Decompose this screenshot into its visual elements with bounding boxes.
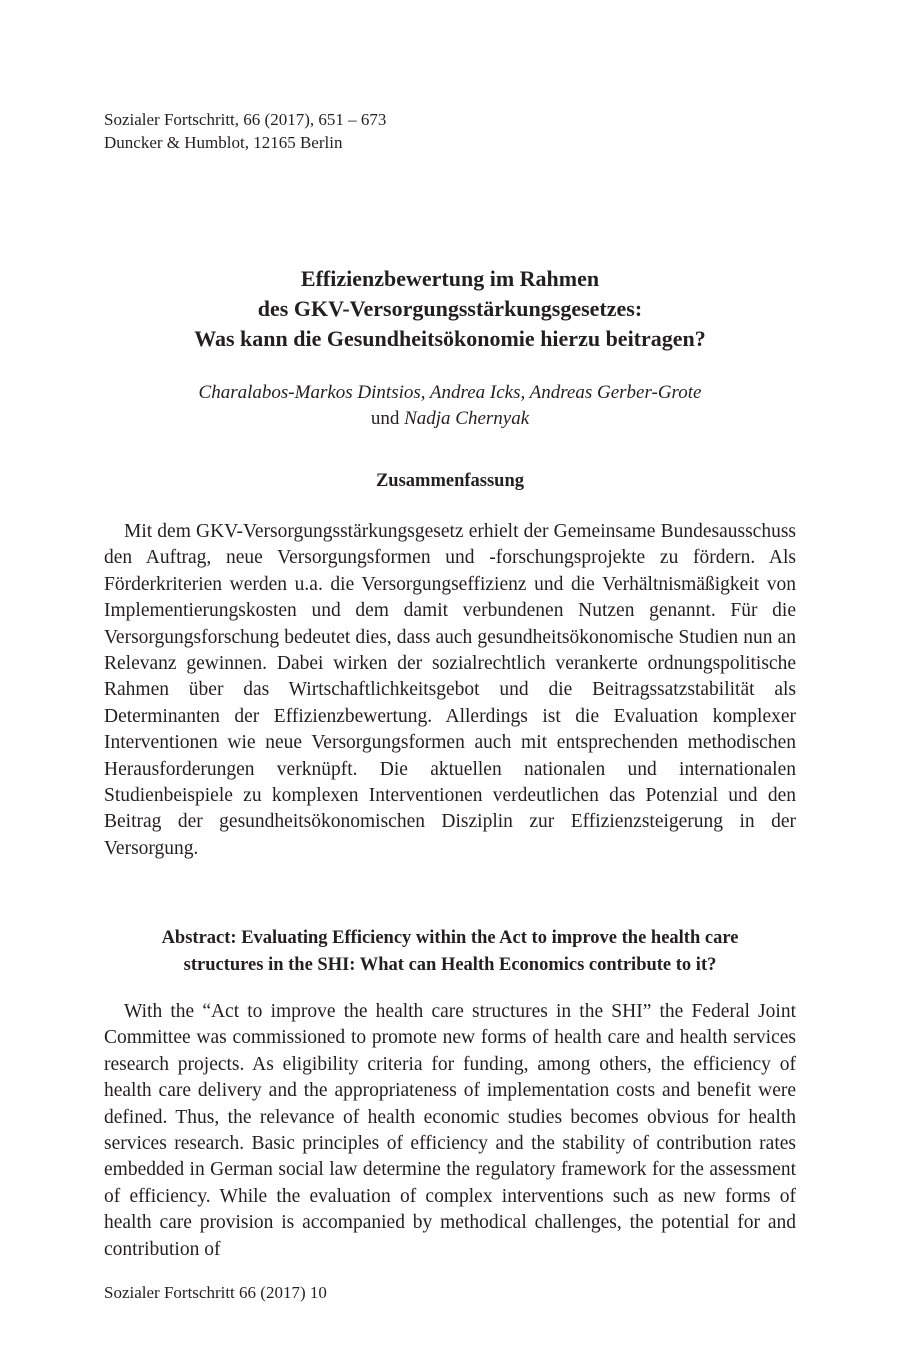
abstract-heading-line-1: Abstract: Evaluating Efficiency within the Act to improve the health care [161,928,739,948]
last-author: Nadja Chernyak [404,408,530,429]
authors-line-1: Charalabos-Markos Dintsios, Andrea Icks, Andreas Gerber-Grote [198,382,702,403]
title-line-1: Effizienzbewertung im Rahmen [300,266,600,291]
author-list [80,380,820,432]
journal-header [104,108,386,154]
summary-text: Mit dem GKV-Versorgungsstärkungsgesetz erhielt der Gemeinsame Bundesausschuss den Auftrag, neue Versorgungsformen und -forschungsprojekte zu fördern. Als Förderkriterien werden u.a. die Versorgungseffizienz und die Verhältnismäßigkeit von Implementierungskosten und dem damit verbundenen Nutzen genannt. Für die Versorgungsforschung bedeutet dies, dass auch gesundheitsökonomische Studien nun an Relevanz gewinnen. Dabei wirken der sozialrechtlich verankerte ordnungspolitische Rahmen über das Wirtschaftlichkeitsgebot und die Beitragssatzstabilität als Determinanten der Effizienzbewertung. Allerdings ist die Evaluation komplexer Interventionen wie neue Versorgungsformen auch mit entsprechenden methodischen Herausforderungen verknüpft. Die aktuellen nationalen und internationalen Studienbeispiele zu komplexen Interventionen verdeutlichen das Potenzial und den Beitrag der gesundheitsökonomischen Disziplin zur Effizienzsteigerung in der Versorgung. [104,521,796,859]
abstract-heading-line-2: structures in the SHI: What can Health Economics contribute to it? [183,955,717,975]
summary-heading: Zusammenfassung [375,471,525,491]
authors-conjunction: und [370,408,400,429]
title-line-2: des GKV-Versorgungsstärkungsgesetzes: [257,296,643,321]
abstract-heading [80,925,820,979]
authors-line-2 [80,406,820,432]
journal-citation: Sozialer Fortschritt, 66 (2017), 651 – 673 [104,110,387,129]
title-line-3: Was kann die Gesundheitsökonomie hierzu beitragen? [194,326,706,351]
abstract-text: With the “Act to improve the health care structures in the SHI” the Federal Joint Committee was commissioned to promote new forms of health care and health services research projects. As eligibility criteria for funding, among others, the efficiency of health care delivery and the appropriateness of implementation costs and benefit were defined. Thus, the relevance of health economic studies becomes obvious for health services research. Basic principles of efficiency and the stability of contribution rates embedded in German social law determine the regulatory framework for the assessment of efficiency. While the evaluation of complex interventions such as new forms of health care provision is accompanied by methodical challenges, the potential for and contribution of [104,1001,796,1260]
article-title [80,264,820,354]
page-footer: Sozialer Fortschritt 66 (2017) 10 [104,1283,327,1302]
publisher-line: Duncker & Humblot, 12165 Berlin [104,133,343,152]
